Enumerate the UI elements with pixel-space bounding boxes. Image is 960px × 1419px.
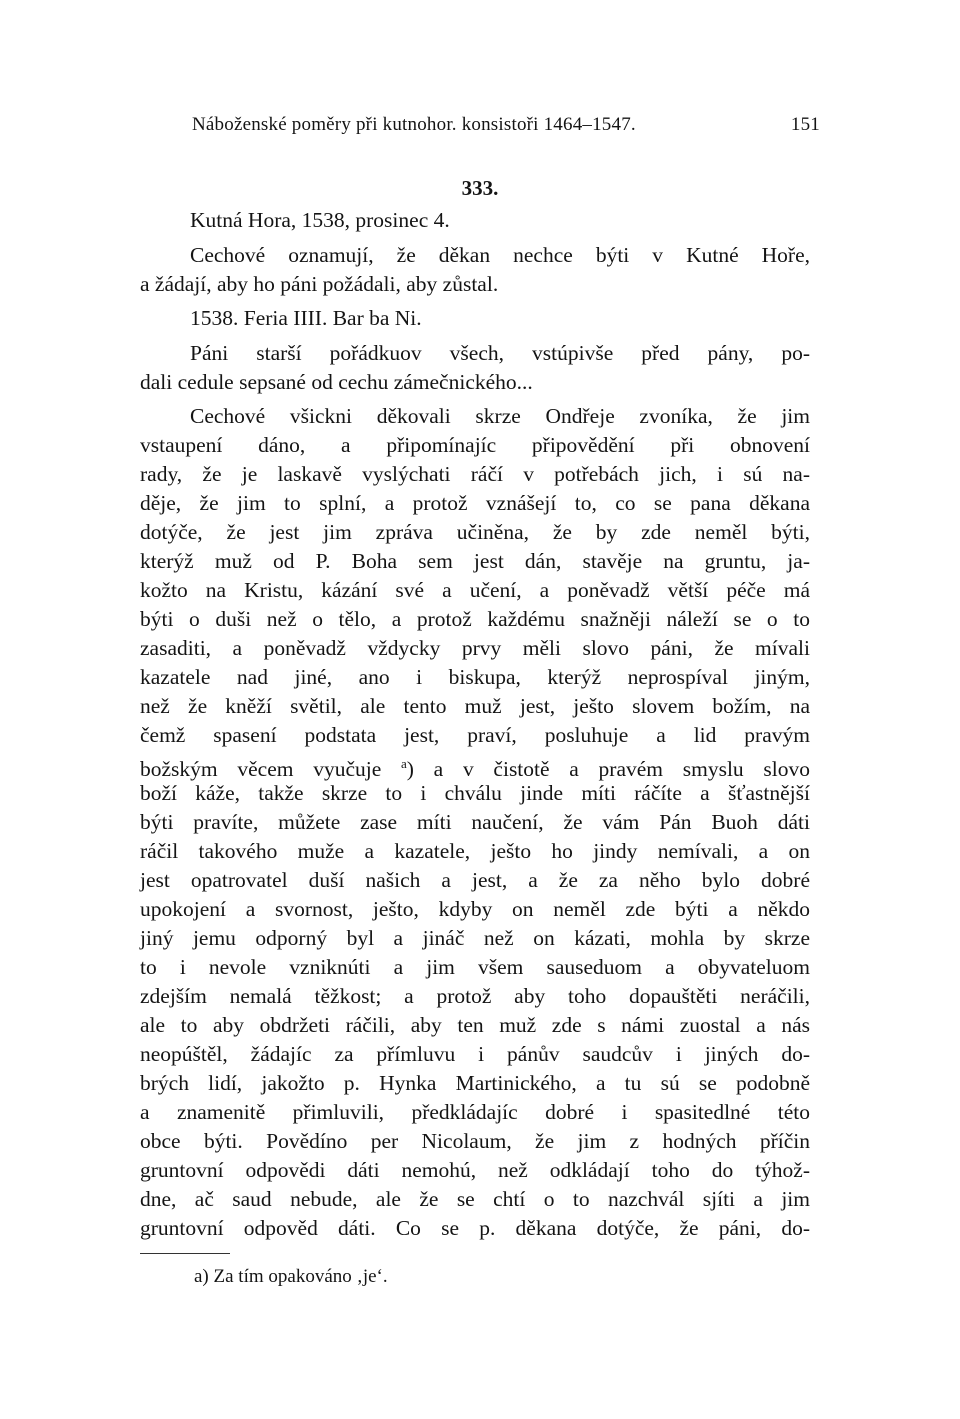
text-line: jest opatrovatel duší našich a jest, a že za něho bylo dobré [140, 868, 810, 892]
text-line: to i nevole vzniknúti a jim všem sauseduom a obyvateluom [140, 955, 810, 979]
text-line: dali cedule sepsané od cechu zámečnického... [140, 370, 533, 394]
text-line: rady, že je laskavě vyslýchati ráčí v potřebách jich, i sú na- [140, 462, 810, 486]
regest-line: a žádají, aby ho páni požádali, aby zůstal. [140, 272, 499, 296]
running-head [192, 114, 820, 136]
text-line: býti o duši než o tělo, a protož každému snažněji náleží se o to [140, 607, 810, 631]
text-line: ráčil takového muže a kazatele, ješto ho jindy nemívali, a on [140, 839, 810, 863]
text-line: gruntovní odpovědi dáti nemohú, než odkládají toho do týhož- [140, 1158, 810, 1182]
text-line: Cechové všickni děkovali skrze Ondřeje zvoníka, že jim [190, 404, 810, 428]
text-line: zasaditi, a poněvadž vždycky prvy měli slovo páni, že mívali [140, 636, 810, 660]
footnote-divider [140, 1253, 230, 1254]
regest-line: Cechové oznamují, že děkan nechce býti v Kutné Hoře, [190, 243, 810, 267]
dating-line: 1538. Feria IIII. Bar ba Ni. [190, 306, 422, 330]
text-line: obce býti. Povědíno per Nicolaum, že jim z hodných příčin [140, 1129, 810, 1153]
text-line: Páni starší pořádkuov všech, vstúpivše před pány, po- [190, 341, 810, 365]
text-line: kterýž muž od P. Boha sem jest dán, stavěje na gruntu, ja- [140, 549, 810, 573]
text-line: upokojení a svornost, ješto, kdyby on neměl zde býti a někdo [140, 897, 810, 921]
text-line: vstaupení dáno, a připomínajíc připovědění při obnovení [140, 433, 810, 457]
place-date: Kutná Hora, 1538, prosinec 4. [190, 208, 450, 232]
footnote: a) Za tím opakováno ‚je‘. [194, 1266, 388, 1287]
page-number: 151 [790, 114, 820, 135]
text-line: děje, že jim to splní, a protož vznášejí to, co se pana děkana [140, 491, 810, 515]
text-line: dotýče, že jest jim zpráva učiněna, že by zde neměl býti, [140, 520, 810, 544]
text-segment: ) a v čistotě a pravém smyslu slovo [406, 757, 811, 782]
text-line: a znamenitě přimluvili, předkládajíc dobré i spasitedlné této [140, 1100, 810, 1124]
document-number: 333. [461, 176, 499, 200]
footnote-marker: a [401, 756, 407, 771]
text-line: jiný jemu odporný byl a jináč než on kázati, mohla by skrze [140, 926, 810, 950]
text-line: než že kněží světil, ale tento muž jest, ješto slovem božím, na [140, 694, 810, 718]
text-line: býti pravíte, můžete zase míti naučení, že vám Pán Buoh dáti [140, 810, 810, 834]
text-segment: božským věcem vyučuje [140, 757, 382, 782]
text-line: ale to aby obdržeti ráčili, aby ten muž zde s námi zuostal a nás [140, 1013, 810, 1037]
text-line: čemž spasení podstata jest, praví, posluhuje a lid pravým [140, 723, 810, 747]
text-line: dne, ač saud nebude, ale že se chtí o to nazchvál sjíti a jim [140, 1187, 810, 1211]
text-line: zdejším nemalá těžkost; a protož aby toho dopauštěti neráčili, [140, 984, 810, 1008]
text-line: neopúštěl, žádajíc za přímluvu i pánův saudcův i jiných do- [140, 1042, 810, 1066]
running-title: Náboženské poměry při kutnohor. konsistoři 1464–1547. [192, 114, 636, 135]
text-line: kožto na Kristu, kázání své a učení, a poněvadž větší péče má [140, 578, 810, 602]
text-line: boží káže, takže skrze to i chválu jinde míti ráčíte a šťastnější [140, 781, 810, 805]
text-line: gruntovní odpověd dáti. Co se p. děkana dotýče, že páni, do- [140, 1216, 810, 1240]
text-line: kazatele nad jiné, ano i biskupa, kterýž neprospíval jiným, [140, 665, 810, 689]
text-line: brých lidí, jakožto p. Hynka Martinického, a tu sú se podobně [140, 1071, 810, 1095]
